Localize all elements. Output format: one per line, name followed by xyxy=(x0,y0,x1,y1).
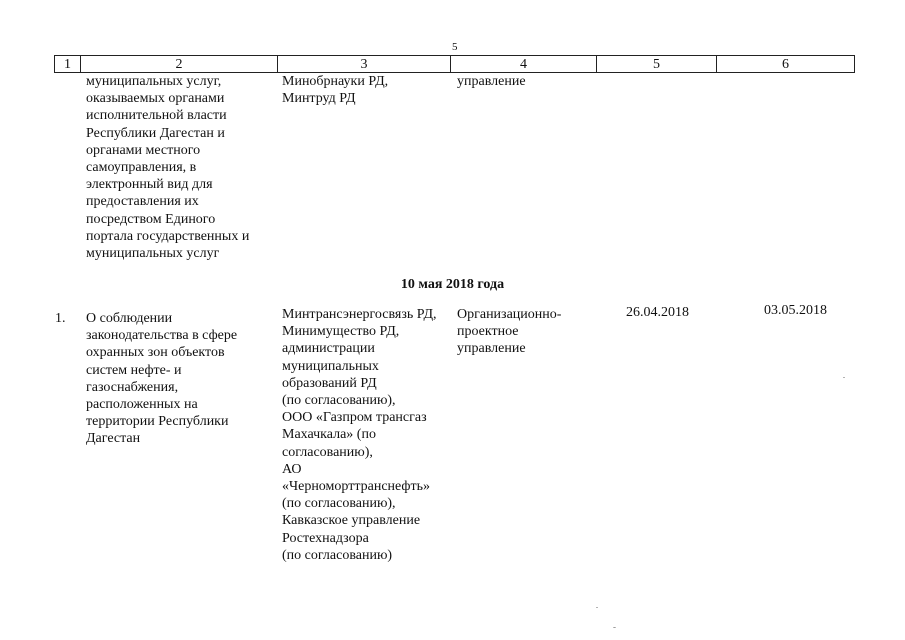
table-header-row xyxy=(54,55,855,73)
section-date-heading: 10 мая 2018 года xyxy=(400,277,505,292)
column-header-1: 1 xyxy=(55,56,81,73)
scan-speck xyxy=(613,627,616,628)
continuation-department-text: управление xyxy=(457,74,526,89)
row-subject-text: О соблюдении законодательства в сфере охранных зон объектов систем нефте- и газоснабжения, расположенных на территории Республики Дагестан xyxy=(86,311,238,447)
column-header-5: 5 xyxy=(597,56,717,73)
row-end-date: 03.05.2018 xyxy=(764,303,827,318)
scan-speck xyxy=(843,377,845,378)
column-header-4: 4 xyxy=(451,56,597,73)
row-responsible-text: Минтрансэнергосвязь РД, Минимущество РД, администрации муниципальных образований РД (по согласованию), ООО «Газпром трансгаз Махачкала» (по согласованию), АО «Черноморттранснефть» (по согласованию), Кавказское управление Ростехнадзора (по согласованию) xyxy=(282,307,437,563)
page-number: 5 xyxy=(452,41,458,53)
continuation-responsible-text: Минобрнауки РД, Минтруд РД xyxy=(282,74,389,107)
column-header-2: 2 xyxy=(81,56,278,73)
scan-speck xyxy=(596,607,598,608)
row-department-text: Организационно- проектное управление xyxy=(457,307,562,357)
continuation-subject-text: муниципальных услуг, оказываемых органами исполнительной власти Республики Дагестан и органами местного самоуправления, в электронный вид для предоставления их посредством Единого портала государственных и муниципальных услуг xyxy=(86,74,250,262)
row-start-date: 26.04.2018 xyxy=(626,305,689,320)
row-number: 1. xyxy=(55,311,66,326)
column-header-3: 3 xyxy=(278,56,451,73)
column-header-6: 6 xyxy=(717,56,855,73)
